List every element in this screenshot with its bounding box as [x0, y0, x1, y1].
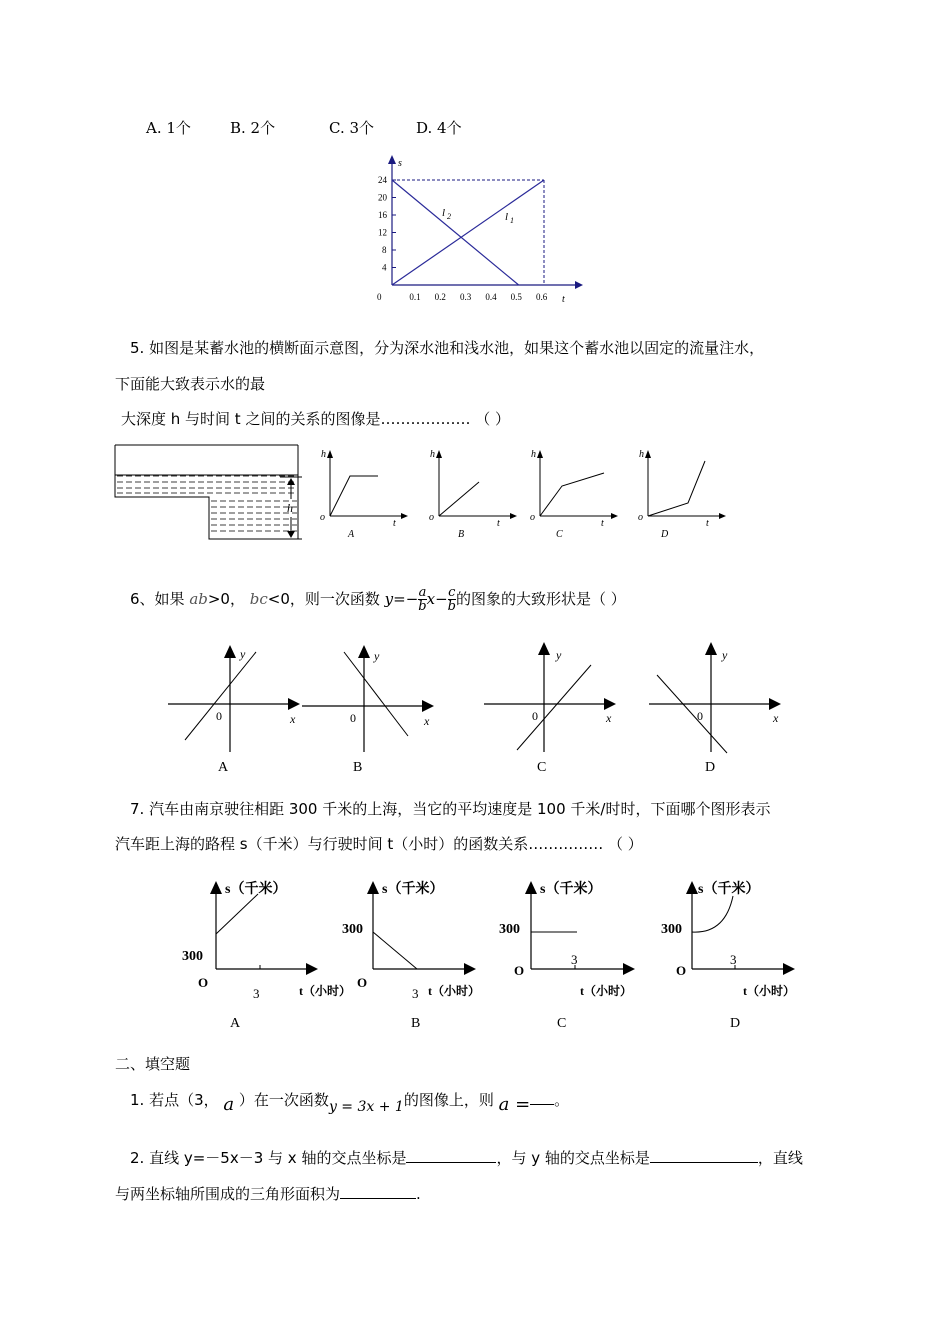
q6-fraction-c-b: $\frac{c}{b}$: [447, 585, 456, 614]
q2-part-a: 2. 直线 y=－5x－3 与 x 轴的交点坐标是: [130, 1149, 407, 1167]
axis-o: o: [320, 512, 325, 523]
line2-sub: 2: [447, 212, 451, 221]
q2-part-c: ，直线: [757, 1149, 803, 1167]
q4-option-b: B. 2个: [230, 119, 276, 137]
y-tick-label: 12: [378, 227, 387, 238]
graph-label-c: C: [537, 760, 547, 775]
q1-answer-var: a =: [498, 1094, 531, 1115]
graph-label-a: A: [218, 760, 229, 775]
q5-text-line1: 5. 如图是某蓄水池的横断面示意图，分为深水池和浅水池，如果这个蓄水池以固定的流量注水，: [130, 339, 765, 357]
q2-part-e: .: [416, 1185, 421, 1203]
line1-sub: 1: [510, 216, 514, 225]
graph-label-d: D: [705, 760, 716, 775]
q2-part-b: ，与 y 轴的交点坐标是: [496, 1149, 650, 1167]
axis-x: x: [424, 714, 430, 728]
series-line-l1: [392, 180, 544, 285]
axis-x: x: [606, 711, 612, 725]
graph-label-b: B: [353, 760, 363, 775]
axis-y: y: [556, 648, 562, 662]
axis-s: s（千米）: [698, 882, 760, 897]
q2-blank-y-intercept[interactable]: [650, 1148, 758, 1163]
q7-text-line1: 7. 汽车由南京驶往相距 300 千米的上海，当它的平均速度是 100 千米/时时，下面哪个图形表示: [130, 800, 771, 818]
axis-origin: 0: [216, 709, 222, 723]
q6a-line: [185, 652, 256, 740]
q7-graph-c: [493, 874, 648, 1034]
q5-graph-d: [633, 446, 733, 541]
q6-cond2: bc: [249, 590, 268, 608]
y-axis-label: s: [398, 158, 402, 169]
axis-origin: 0: [350, 711, 356, 725]
q1-answer-blank[interactable]: [530, 1096, 554, 1105]
graph-a-line: [330, 476, 378, 516]
q7-graph-a: [178, 874, 351, 1034]
q2-blank-x-intercept[interactable]: [406, 1148, 496, 1163]
fill-q2: [130, 1147, 803, 1168]
q6-graph-a: [160, 640, 310, 780]
q5-graph-c: [525, 446, 625, 541]
axis-x: x: [290, 712, 296, 726]
axis-t: t（小时）: [428, 984, 480, 998]
graph-label-a: A: [348, 529, 355, 540]
y-tick-label: 16: [378, 210, 387, 220]
q1-part-c: 的图像上，则: [403, 1091, 494, 1109]
q4-st-chart: [360, 150, 590, 315]
q6-graph-b: [296, 640, 446, 780]
axis-o: o: [429, 512, 434, 523]
y-axis-arrow: [388, 155, 396, 164]
axis-s: s（千米）: [382, 882, 444, 897]
origin: O: [676, 963, 687, 978]
origin: O: [357, 975, 368, 990]
q6-cond1-rel: >0，: [207, 590, 245, 608]
graph-d-line: [648, 461, 705, 516]
x-tick-label: 0.3: [460, 292, 472, 302]
y-tick-label: 4: [382, 262, 387, 273]
q6c-line: [517, 665, 591, 750]
q6d-line: [657, 675, 727, 753]
q4-option-a: A. 1个: [146, 119, 191, 137]
y-tick-label: 8: [382, 245, 387, 255]
q6-text: [130, 586, 626, 613]
value-300: 300: [661, 922, 682, 937]
q1-part-b: ）在一次函数: [238, 1091, 329, 1109]
graph-b-line: [439, 482, 479, 516]
x-axis-arrow: [575, 281, 583, 289]
axis-s: s（千米）: [225, 882, 287, 897]
q6-func-mid: x−: [426, 590, 448, 608]
q6-suffix: 的图象的大致形状是（ ）: [455, 590, 626, 608]
graph-c-line: [540, 473, 604, 516]
q5-text-line3: 大深度 h 与时间 t 之间的关系的图像是……………… （ ）: [121, 410, 510, 428]
value-3: 3: [571, 952, 578, 967]
axis-s: s（千米）: [540, 882, 602, 897]
fill-q2-line2: [115, 1183, 421, 1204]
q6-fraction-a-b: $\frac{a}{b}$: [418, 585, 427, 614]
graph-label-b: B: [411, 1016, 421, 1031]
value-300: 300: [182, 949, 203, 964]
q7-graph-b: [338, 874, 488, 1034]
axis-y: y: [374, 649, 380, 663]
axis-t: t: [393, 518, 396, 529]
water-lines: [117, 476, 297, 531]
q6-cond2-rel: <0，则一次函数: [267, 590, 385, 608]
origin: O: [514, 963, 525, 978]
x-tick-label: 0: [377, 292, 382, 302]
axis-origin: 0: [532, 709, 538, 723]
graph-label-d: D: [661, 529, 669, 540]
q1-function: y = 3x + 1: [328, 1099, 404, 1115]
q6-cond1: ab: [189, 590, 208, 608]
graph-label-d: D: [730, 1016, 741, 1031]
value-3: 3: [730, 952, 737, 967]
value-3: 3: [412, 986, 419, 1001]
q7b-line: [373, 932, 417, 969]
q7a-line: [216, 894, 258, 934]
fill-q1: [130, 1089, 570, 1115]
value-300: 300: [499, 922, 520, 937]
tank-h-label: h: [287, 501, 293, 515]
x-tick-label: 0.1: [409, 292, 421, 302]
x-axis-label: t: [562, 294, 565, 305]
graph-label-b: B: [458, 529, 465, 540]
section-heading: 二、填空题: [115, 1055, 191, 1073]
y-tick-label: 20: [378, 192, 387, 203]
q6-graph-c: [480, 635, 630, 780]
axis-t: t（小时）: [743, 984, 795, 998]
q2-part-d: 与两坐标轴所围成的三角形面积为: [115, 1185, 341, 1203]
q2-blank-area[interactable]: [340, 1184, 416, 1199]
q1-part-a: 1. 若点（3，: [130, 1091, 219, 1109]
q7d-curve: [692, 896, 733, 932]
y-tick-label: 24: [378, 175, 387, 185]
axis-t: t: [601, 518, 604, 529]
q6-prefix: 6、如果: [130, 590, 190, 608]
x-tick-label: 0.4: [485, 292, 497, 302]
line2-label: l: [442, 207, 446, 219]
axis-t: t（小时）: [580, 984, 632, 998]
axis-y: y: [240, 647, 246, 661]
x-tick-label: 0.6: [536, 292, 548, 302]
graph-label-a: A: [230, 1016, 241, 1031]
graph-label-c: C: [557, 1016, 567, 1031]
q5-graph-a: [315, 446, 415, 541]
value-3: 3: [253, 986, 260, 1001]
q1-var-a: a: [223, 1094, 235, 1115]
q1-end: 。: [554, 1091, 570, 1109]
q4-option-d: D. 4个: [416, 119, 462, 137]
x-tick-label: 0.2: [434, 292, 446, 302]
series-line-l2: [392, 180, 519, 285]
axis-y: y: [722, 648, 728, 662]
axis-origin: 0: [697, 709, 703, 723]
axis-x: x: [773, 711, 779, 725]
axis-h: h: [430, 449, 435, 460]
origin: O: [198, 975, 209, 990]
graph-label-c: C: [556, 529, 563, 540]
axis-h: h: [639, 449, 644, 460]
q5-text-line2: 下面能大致表示水的最: [115, 375, 266, 393]
line1-label: l: [505, 211, 509, 223]
axis-h: h: [531, 449, 536, 460]
q5-graph-b: [424, 446, 524, 541]
q6-func-y: y=−: [384, 590, 419, 608]
axis-t: t（小时）: [299, 984, 351, 998]
reservoir-diagram: [112, 443, 312, 543]
q4-option-c: C. 3个: [329, 119, 375, 137]
axis-o: o: [530, 512, 535, 523]
q7-graph-d: [655, 874, 815, 1034]
q7-text-line2: 汽车距上海的路程 s（千米）与行驶时间 t（小时）的函数关系…………… （ ）: [115, 835, 643, 853]
axis-h: h: [321, 449, 326, 460]
q6-graph-d: [645, 635, 795, 780]
x-tick-label: 0.5: [510, 292, 522, 302]
axis-t: t: [497, 518, 500, 529]
value-300: 300: [342, 922, 363, 937]
axis-t: t: [706, 518, 709, 529]
axis-o: o: [638, 512, 643, 523]
